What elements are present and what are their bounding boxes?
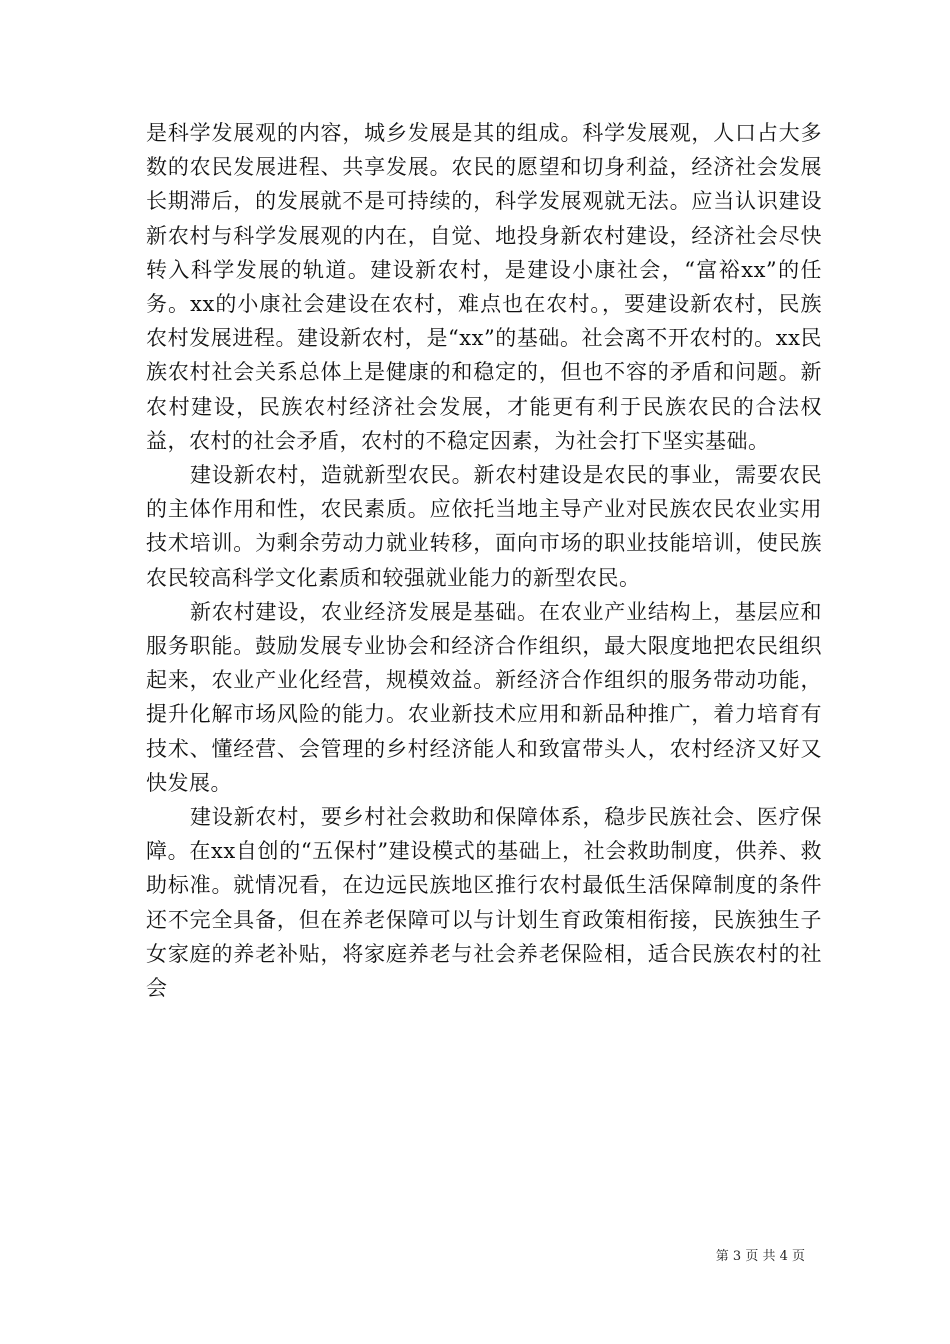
- paragraph-2: 建设新农村，造就新型农民。新农村建设是农民的事业，需要农民的主体作用和性，农民素质。应依托当地主导产业对民族农民农业实用技术培训。为剩余劳动力就业转移，面向市场的职业技能培训，使民族农民较高科学文化素质和较强就业能力的新型农民。: [146, 463, 822, 590]
- paragraph-4: 建设新农村，要乡村社会救助和保障体系，稳步民族社会、医疗保障。在xx自创的“五保村”建设模式的基础上，社会救助制度，供养、救助标准。就情况看，在边远民族地区推行农村最低生活保障制度的条件还不完全具备，但在养老保障可以与计划生育政策相衔接，民族独生子女家庭的养老补贴，将家庭养老与社会养老保险相，适合民族农村的社会: [146, 805, 822, 1001]
- paragraph-1: 是科学发展观的内容，城乡发展是其的组成。科学发展观，人口占大多数的农民发展进程、共享发展。农民的愿望和切身利益，经济社会发展长期滞后，的发展就不是可持续的，科学发展观就无法。应当认识建设新农村与科学发展观的内在，自觉、地投身新农村建设，经济社会尽快转入科学发展的轨道。建设新农村，是建设小康社会，“富裕xx”的任务。xx的小康社会建设在农村，难点也在农村。，要建设新农村，民族农村发展进程。建设新农村，是“xx”的基础。社会离不开农村的。xx民族农村社会关系总体上是健康的和稳定的，但也不容的矛盾和问题。新农村建设，民族农村经济社会发展，才能更有利于民族农民的合法权益，农村的社会矛盾，农村的不稳定因素，为社会打下坚实基础。: [146, 121, 822, 453]
- paragraph-3: 新农村建设，农业经济发展是基础。在农业产业结构上，基层应和服务职能。鼓励发展专业协会和经济合作组织，最大限度地把农民组织起来，农业产业化经营，规模效益。新经济合作组织的服务带动功能，提升化解市场风险的能力。农业新技术应用和新品种推广，着力培育有技术、懂经营、会管理的乡村经济能人和致富带头人，农村经济又好又快发展。: [146, 599, 822, 795]
- page-footer: 第 3 页 共 4 页: [715, 1249, 805, 1264]
- body-text: [146, 116, 822, 1005]
